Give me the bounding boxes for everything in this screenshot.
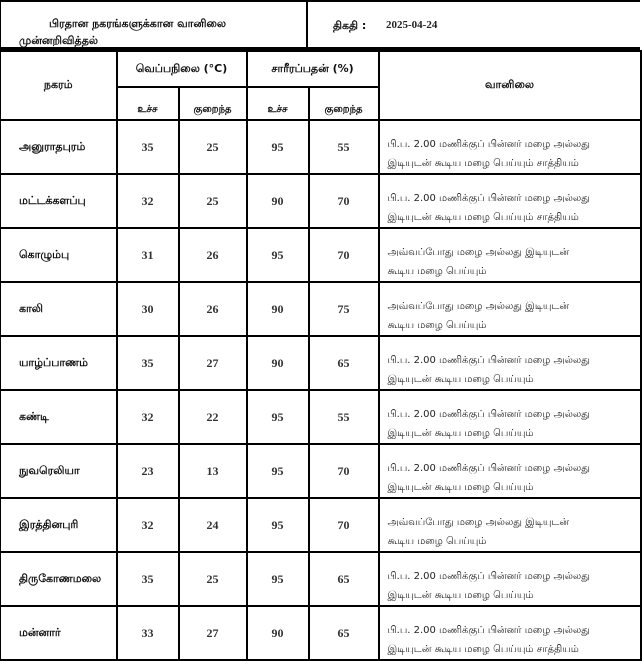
date-cell (308, 2, 638, 49)
city-name: மட்டக்களப்பு (1, 174, 117, 228)
temp-min: 27 (179, 336, 247, 390)
temp-max: 32 (117, 390, 179, 444)
humidity-max: 90 (247, 282, 309, 336)
humidity-max: 95 (247, 120, 309, 174)
humidity-max: 95 (247, 444, 309, 498)
temp-max: 23 (117, 444, 179, 498)
weather-line-2: இடியுடன் கூடிய மழை பெய்யும் சாத்தியம் (387, 158, 579, 169)
weather-line-1: அவ்வப்போது மழை அல்லது இடியுடன் (387, 301, 570, 312)
weather-line-2: இடியுடன் கூடிய மழை பெய்யும் (387, 482, 534, 493)
city-name: இரத்தினபுரி (1, 498, 117, 552)
city-name: திருகோணமலை (1, 552, 117, 606)
weather-line-1: பி.ப. 2.00 மணிக்குப் பின்னர் மழை அல்லது (387, 193, 590, 204)
title-cell (1, 2, 308, 49)
title-line-2: முன்னறிவித்தல் (19, 34, 98, 47)
temp-min: 22 (179, 390, 247, 444)
humidity-max: 95 (247, 390, 309, 444)
humidity-max: 90 (247, 336, 309, 390)
table-row (1, 444, 641, 498)
weather-description (379, 282, 641, 336)
temp-min: 25 (179, 552, 247, 606)
weather-line-2: கூடிய மழை பெய்யும் (387, 536, 487, 547)
city-name: அனுராதபுரம் (1, 120, 117, 174)
humidity-min: 65 (309, 336, 379, 390)
humidity-max: 95 (247, 228, 309, 282)
weather-description (379, 390, 641, 444)
weather-line-1: அவ்வப்போது மழை அல்லது இடியுடன் (387, 517, 570, 528)
humidity-max: 90 (247, 174, 309, 228)
humidity-min: 55 (309, 120, 379, 174)
title-line-1: பிரதான நகரங்களுக்கான வானிலை (49, 17, 227, 30)
col-header-weather: வானிலை (379, 51, 641, 120)
temp-min: 27 (179, 606, 247, 660)
col-header-humidity: சாரீரப்பதன் (%) (247, 51, 379, 87)
temp-max: 35 (117, 552, 179, 606)
table-row (1, 552, 641, 606)
city-name: காலி (1, 282, 117, 336)
col-header-temp-min: குறைந்த (179, 87, 247, 120)
weather-line-1: பி.ப. 2.00 மணிக்குப் பின்னர் மழை அல்லது (387, 625, 590, 636)
temp-max: 31 (117, 228, 179, 282)
col-header-hum-max: உச்ச (247, 87, 309, 120)
weather-line-2: கூடிய மழை பெய்யும் (387, 266, 487, 277)
forecast-table (0, 50, 642, 661)
humidity-max: 95 (247, 552, 309, 606)
table-row (1, 120, 641, 174)
table-row (1, 174, 641, 228)
temp-max: 30 (117, 282, 179, 336)
city-name: கொழும்பு (1, 228, 117, 282)
humidity-max: 90 (247, 606, 309, 660)
temp-min: 25 (179, 174, 247, 228)
humidity-min: 70 (309, 174, 379, 228)
col-header-hum-min: குறைந்த (309, 87, 379, 120)
col-header-temperature: வெப்பநிலை (°C) (117, 51, 247, 87)
temp-min: 25 (179, 120, 247, 174)
humidity-min: 70 (309, 228, 379, 282)
weather-line-2: இடியுடன் கூடிய மழை பெய்யும் சாத்தியம் (387, 644, 579, 655)
temp-min: 26 (179, 282, 247, 336)
date-value: 2025-04-24 (386, 19, 438, 31)
weather-description (379, 444, 641, 498)
weather-line-1: பி.ப. 2.00 மணிக்குப் பின்னர் மழை அல்லது (387, 355, 590, 366)
weather-line-2: இடியுடன் கூடிய மழை பெய்யும் (387, 428, 534, 439)
humidity-min: 70 (309, 444, 379, 498)
humidity-min: 75 (309, 282, 379, 336)
weather-description (379, 120, 641, 174)
table-row (1, 336, 641, 390)
weather-line-1: பி.ப. 2.00 மணிக்குப் பின்னர் மழை அல்லது (387, 139, 590, 150)
city-name: மன்னார் (1, 606, 117, 660)
weather-description (379, 174, 641, 228)
weather-description (379, 606, 641, 660)
table-row (1, 606, 641, 660)
temp-min: 13 (179, 444, 247, 498)
weather-line-2: கூடிய மழை பெய்யும் (387, 320, 487, 331)
table-row (1, 498, 641, 552)
weather-line-1: அவ்வப்போது மழை அல்லது இடியுடன் (387, 247, 570, 258)
table-row (1, 282, 641, 336)
weather-line-2: இடியுடன் கூடிய மழை பெய்யும் (387, 590, 534, 601)
city-name: கண்டி (1, 390, 117, 444)
weather-line-1: பி.ப. 2.00 மணிக்குப் பின்னர் மழை அல்லது (387, 571, 590, 582)
date-label: திகதி : (333, 19, 367, 32)
weather-line-2: இடியுடன் கூடிய மழை பெய்யும் சாத்தியம் (387, 212, 579, 223)
temp-min: 26 (179, 228, 247, 282)
temp-min: 24 (179, 498, 247, 552)
table-row (1, 390, 641, 444)
humidity-min: 70 (309, 498, 379, 552)
weather-description (379, 552, 641, 606)
humidity-min: 65 (309, 606, 379, 660)
city-name: நுவரெலியா (1, 444, 117, 498)
weather-description (379, 228, 641, 282)
weather-line-1: பி.ப. 2.00 மணிக்குப் பின்னர் மழை அல்லது (387, 463, 590, 474)
city-name: யாழ்ப்பாணம் (1, 336, 117, 390)
weather-line-2: இடியுடன் கூடிய மழை பெய்யும் (387, 374, 534, 385)
humidity-min: 65 (309, 552, 379, 606)
humidity-min: 55 (309, 390, 379, 444)
temp-max: 32 (117, 498, 179, 552)
weather-description (379, 336, 641, 390)
temp-max: 35 (117, 336, 179, 390)
document-header (0, 0, 640, 50)
col-header-city: நகரம் (1, 51, 117, 120)
temp-max: 35 (117, 120, 179, 174)
header-row (1, 51, 641, 87)
table-row (1, 228, 641, 282)
humidity-max: 95 (247, 498, 309, 552)
weather-description (379, 498, 641, 552)
col-header-temp-max: உச்ச (117, 87, 179, 120)
temp-max: 33 (117, 606, 179, 660)
temp-max: 32 (117, 174, 179, 228)
weather-line-1: பி.ப. 2.00 மணிக்குப் பின்னர் மழை அல்லது (387, 409, 590, 420)
